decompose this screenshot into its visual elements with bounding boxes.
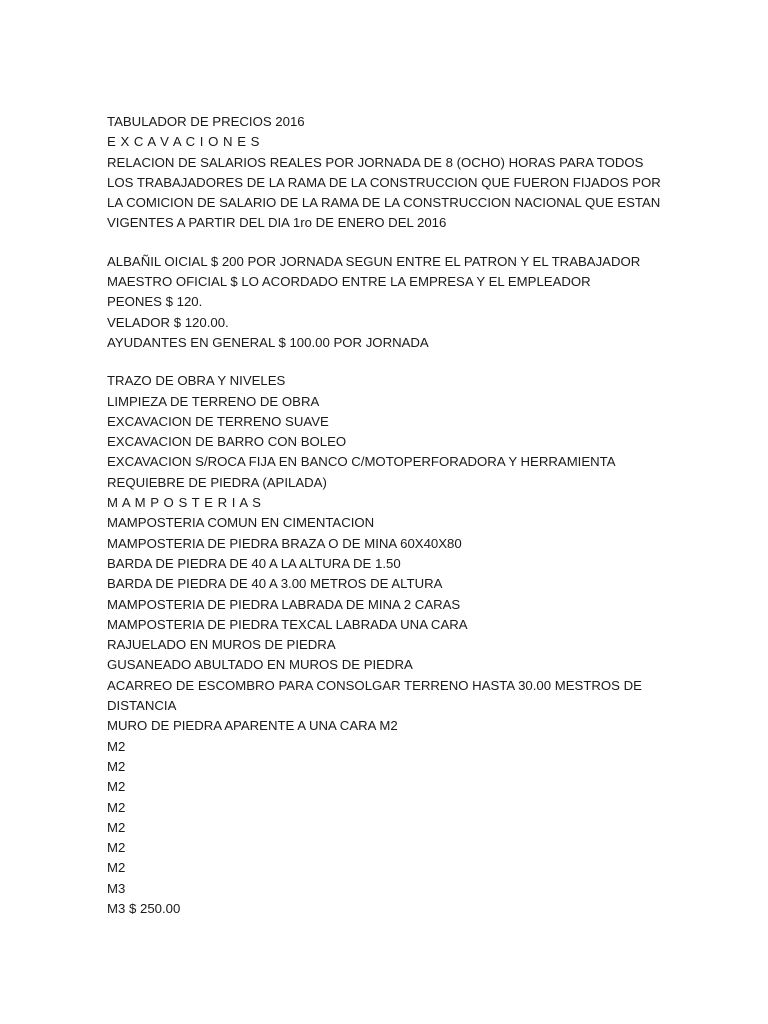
salary-item: AYUDANTES EN GENERAL $ 100.00 POR JORNADA <box>107 334 429 350</box>
masonry-item: MAMPOSTERIA DE PIEDRA LABRADA DE MINA 2 CARAS <box>107 596 461 612</box>
excavation-item: REQUIEBRE DE PIEDRA (APILADA) <box>107 474 327 490</box>
excavation-item: EXCAVACION DE BARRO CON BOLEO <box>107 434 347 450</box>
document-title: TABULADOR DE PRECIOS 2016 <box>107 114 305 129</box>
masonry-item: RAJUELADO EN MUROS DE PIEDRA <box>107 637 336 653</box>
salary-item: MAESTRO OFICIAL $ LO ACORDADO ENTRE LA EMPRESA Y EL EMPLEADOR <box>107 274 591 290</box>
masonry-item: MAMPOSTERIA DE PIEDRA BRAZA O DE MINA 60X40X80 <box>107 535 462 551</box>
excavation-item: EXCAVACION DE TERRENO SUAVE <box>107 413 329 429</box>
spacer <box>107 234 727 252</box>
unit-item: M3 $ 250.00 <box>107 900 181 916</box>
masonry-list <box>107 513 727 736</box>
document-page <box>107 112 727 919</box>
masonry-item: MAMPOSTERIA DE PIEDRA TEXCAL LABRADA UNA CARA <box>107 616 468 632</box>
salary-item: ALBAÑIL OICIAL $ 200 POR JORNADA SEGUN ENTRE EL PATRON Y EL TRABAJADOR <box>107 253 641 269</box>
unit-item: M2 <box>107 799 126 815</box>
excavation-item: EXCAVACION S/ROCA FIJA EN BANCO C/MOTOPERFORADORA Y HERRAMIENTA <box>107 454 616 470</box>
masonry-item: BARDA DE PIEDRA DE 40 A LA ALTURA DE 1.50 <box>107 555 401 571</box>
salary-item: VELADOR $ 120.00. <box>107 314 229 330</box>
unit-item: M2 <box>107 819 126 835</box>
unit-item: M2 <box>107 840 126 856</box>
salary-item: PEONES $ 120. <box>107 294 203 310</box>
intro-line: LA COMICION DE SALARIO DE LA RAMA DE LA CONSTRUCCION NACIONAL QUE ESTAN <box>107 195 661 211</box>
intro-line: VIGENTES A PARTIR DEL DIA 1ro DE ENERO DEL 2016 <box>107 215 447 231</box>
masonry-item: DISTANCIA <box>107 698 177 714</box>
unit-item: M3 <box>107 880 126 896</box>
intro-line: RELACION DE SALARIOS REALES POR JORNADA DE 8 (OCHO) HORAS PARA TODOS <box>107 154 644 170</box>
intro-paragraph <box>107 153 727 234</box>
salary-list <box>107 252 727 353</box>
masonry-item: GUSANEADO ABULTADO EN MUROS DE PIEDRA <box>107 657 413 673</box>
spacer <box>107 353 727 371</box>
unit-item: M2 <box>107 738 126 754</box>
excavation-item: LIMPIEZA DE TERRENO DE OBRA <box>107 393 320 409</box>
unit-list <box>107 737 727 920</box>
unit-item: M2 <box>107 860 126 876</box>
excavation-item: TRAZO DE OBRA Y NIVELES <box>107 373 286 389</box>
masonry-item: BARDA DE PIEDRA DE 40 A 3.00 METROS DE ALTURA <box>107 576 443 592</box>
unit-item: M2 <box>107 758 126 774</box>
section-heading-mamposterias: M A M P O S T E R I A S <box>107 495 262 511</box>
excavation-list <box>107 371 727 493</box>
unit-item: M2 <box>107 779 126 795</box>
intro-line: LOS TRABAJADORES DE LA RAMA DE LA CONSTRUCCION QUE FUERON FIJADOS POR <box>107 174 661 190</box>
masonry-item: MURO DE PIEDRA APARENTE A UNA CARA M2 <box>107 718 398 734</box>
masonry-item: MAMPOSTERIA COMUN EN CIMENTACION <box>107 515 375 531</box>
section-heading-excavaciones: E X C A V A C I O N E S <box>107 134 260 150</box>
masonry-item: ACARREO DE ESCOMBRO PARA CONSOLGAR TERRENO HASTA 30.00 MESTROS DE <box>107 677 642 693</box>
